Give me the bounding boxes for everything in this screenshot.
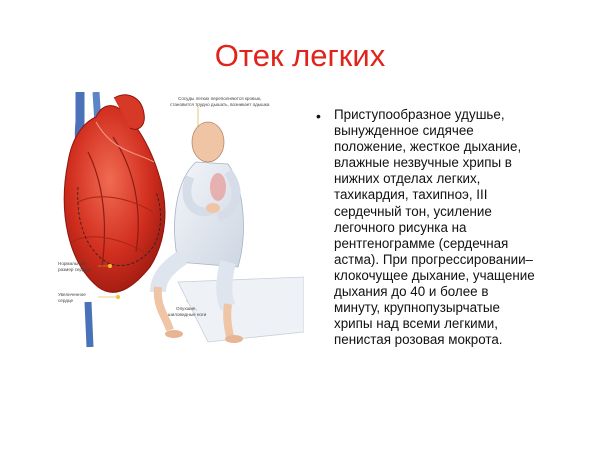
- caption-normal-line2: размер сердца: [58, 267, 90, 272]
- symptoms-text: Приступообразное удушье, вынужденное сидячее положение, жесткое дыхание, влажные незвучные хрипы в нижних отделах легких, тахикардия, тахипноэ, III сердечный тон, усиление легочного рисунка на рентгенограмме (сердечная астма). При прогрессировании– клокочущее дыхание, учащение дыхания до 40 и более в минуту, крупнопузырчатые хрипы над всеми легкими, пенистая розовая мокрота.: [334, 107, 535, 348]
- bullet-dot-icon: •: [316, 108, 321, 124]
- caption-enlarged-line2: сердце: [58, 298, 74, 303]
- caption-legs-line1: Опухшие,: [176, 306, 197, 311]
- caption-lungs-line2: становится трудно дышать, возникает одышка: [170, 102, 270, 107]
- caption-lungs-line1: Сосуды легких переполняются кровью,: [178, 96, 262, 101]
- caption-legs-line2: шиловидные ноги: [168, 312, 207, 317]
- caption-enlarged-line1: Увеличенное: [58, 292, 86, 297]
- heart-edema-illustration: [58, 92, 304, 356]
- slide-title: Отек легких: [214, 38, 386, 73]
- caption-normal-line1: Нормальный: [58, 261, 86, 266]
